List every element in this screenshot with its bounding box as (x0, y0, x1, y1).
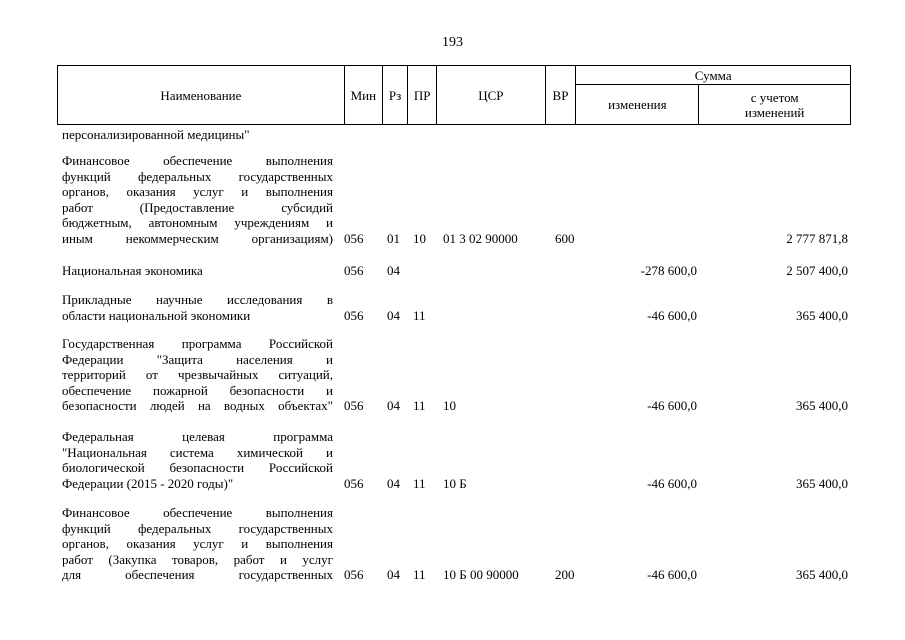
header-changes: изменения (576, 85, 699, 125)
row-csr: 10 Б 00 90000 (443, 567, 519, 583)
header-rz: Рз (382, 66, 408, 125)
row-rz: 04 (387, 567, 400, 583)
table-row (0, 127, 905, 143)
row-rz: 04 (387, 475, 400, 491)
row-csr: 10 Б (443, 475, 467, 491)
page-number: 193 (442, 35, 463, 50)
row-name (62, 292, 333, 323)
row-pr: 11 (413, 475, 426, 491)
row-name (62, 263, 333, 279)
header-csr: ЦСР (437, 66, 546, 125)
row-vr: 200 (555, 567, 575, 583)
row-min: 056 (344, 398, 364, 414)
row-name-line: Финансовое обеспечение выполнения (62, 505, 333, 520)
row-change: -46 600,0 (647, 398, 697, 414)
header-min: Мин (344, 66, 382, 125)
row-name-line: обеспечение пожарной безопасности и (62, 382, 333, 398)
row-name-line: бюджетным, автономным учреждениям и (62, 215, 333, 231)
row-min: 056 (344, 567, 364, 583)
row-name-line: Финансовое обеспечение выполнения (62, 153, 333, 168)
row-name-line: территорий от чрезвычайных ситуаций, (62, 367, 333, 383)
table-header (57, 65, 851, 125)
row-min: 056 (344, 475, 364, 491)
row-name-line: Федеральная целевая программа (62, 429, 333, 444)
row-rz: 04 (387, 307, 400, 323)
row-pr: 10 (413, 231, 426, 246)
row-total: 2 507 400,0 (786, 263, 848, 278)
row-name (62, 336, 333, 414)
row-rz: 04 (387, 398, 400, 414)
row-pr: 11 (413, 398, 426, 414)
table-row (0, 429, 905, 491)
row-csr: 01 3 02 90000 (443, 231, 518, 246)
row-total: 365 400,0 (796, 398, 848, 414)
row-pr: 11 (413, 307, 426, 323)
header-summa: Сумма (576, 66, 851, 85)
row-name-line: функций федеральных государственных (62, 168, 333, 184)
row-name-line: Прикладные научные исследования в (62, 292, 333, 307)
row-min: 056 (344, 231, 364, 246)
header-with-changes: с учетом изменений (699, 85, 851, 125)
row-name-line: для обеспечения государственных (62, 567, 333, 583)
row-name-line: безопасности людей на водных объектах" (62, 398, 333, 414)
header-vr: ВР (545, 66, 576, 125)
row-name (62, 505, 333, 583)
row-name-line: Федерации "Защита населения и (62, 351, 333, 367)
row-name (62, 127, 333, 143)
row-name-line: работ (Предоставление субсидий (62, 199, 333, 215)
row-min: 056 (344, 307, 364, 323)
row-name-line: работ (Закупка товаров, работ и услуг (62, 551, 333, 567)
row-name-line: биологической безопасности Российской (62, 460, 333, 476)
table-row (0, 292, 905, 323)
row-pr: 11 (413, 567, 426, 583)
table-row (0, 505, 905, 583)
row-total: 365 400,0 (796, 475, 848, 491)
row-rz: 01 (387, 231, 400, 246)
row-total: 365 400,0 (796, 567, 848, 583)
row-name-line: Федерации (2015 - 2020 годы)" (62, 475, 234, 491)
row-name (62, 153, 333, 247)
row-name-line: "Национальная система химической и (62, 444, 333, 460)
row-name-line: Национальная экономика (62, 263, 203, 278)
row-total: 2 777 871,8 (786, 231, 848, 246)
row-change: -46 600,0 (647, 475, 697, 491)
row-name-line: персонализированной медицины" (62, 127, 250, 142)
row-name-line: функций федеральных государственных (62, 520, 333, 536)
table-row (0, 263, 905, 279)
row-vr: 600 (555, 231, 575, 246)
row-min: 056 (344, 263, 364, 278)
row-change: -46 600,0 (647, 567, 697, 583)
table-row (0, 336, 905, 414)
row-change: -278 600,0 (640, 263, 697, 278)
row-name-line: органов, оказания услуг и выполнения (62, 536, 333, 552)
row-name-line: иным некоммерческим организациям) (62, 230, 333, 246)
header-name: Наименование (58, 66, 345, 125)
row-name-line: органов, оказания услуг и выполнения (62, 184, 333, 200)
row-rz: 04 (387, 263, 400, 278)
table-row (0, 153, 905, 247)
row-csr: 10 (443, 398, 456, 414)
header-pr: ПР (408, 66, 437, 125)
row-change: -46 600,0 (647, 307, 697, 323)
row-name-line: Государственная программа Российской (62, 336, 333, 351)
row-name-line: области национальной экономики (62, 307, 251, 323)
row-total: 365 400,0 (796, 307, 848, 323)
row-name (62, 429, 333, 491)
